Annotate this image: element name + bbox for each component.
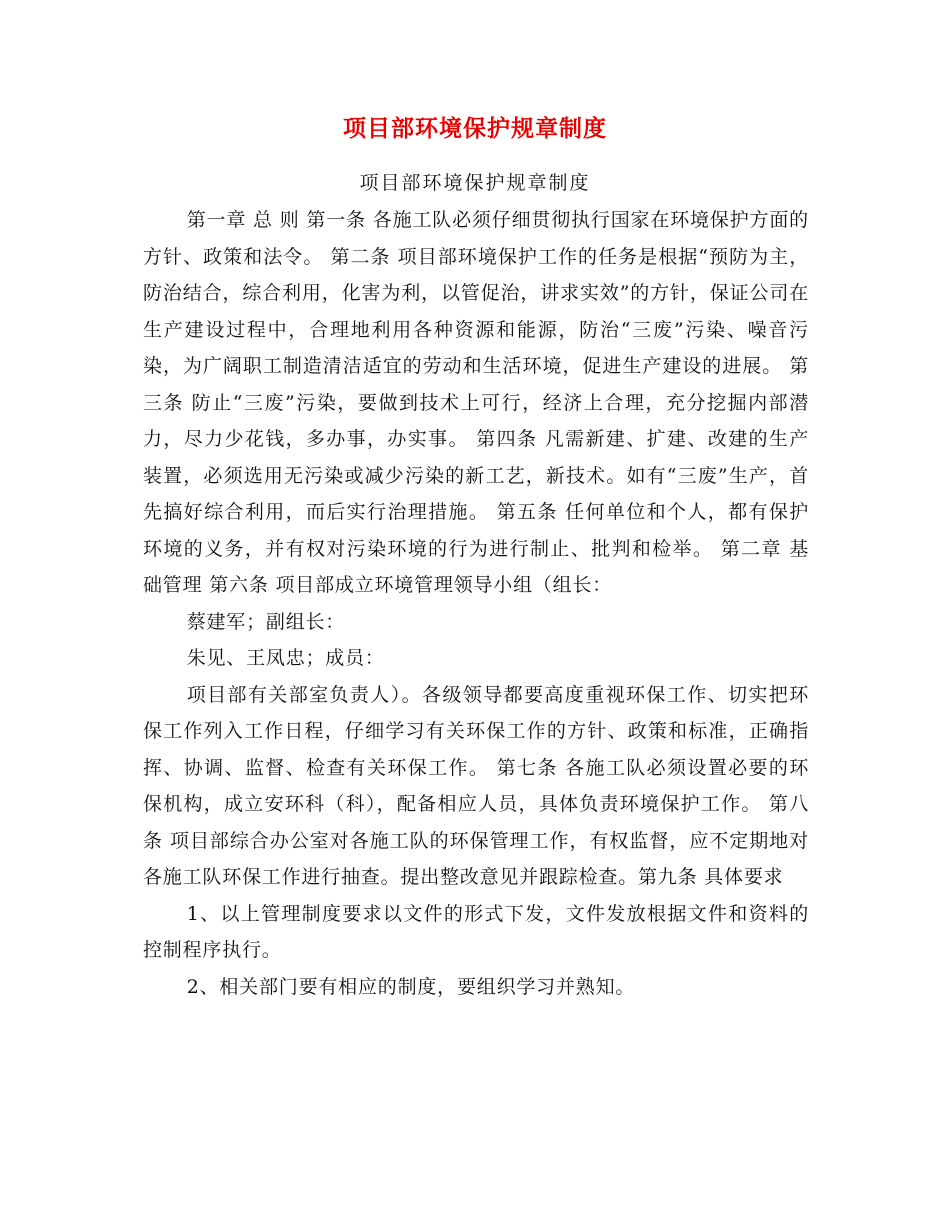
paragraph-deputies: 朱见、王凤忠；成员：	[186, 647, 385, 669]
paragraph-requirement-1: 1、以上管理制度要求以文件的形式下发，文件发放根据文件和资料的控制程序执行。	[143, 902, 809, 961]
paragraph-leader: 蔡建军；副组长：	[186, 610, 346, 633]
document-title: 项目部环境保护规章制度	[343, 116, 607, 142]
document-subtitle: 项目部环境保护规章制度	[359, 172, 591, 194]
paragraph-members: 项目部有关部室负责人）。各级领导都要高度重视环保工作、切实把环保工作列入工作日程，仔细学习有关环保工作的方针、政策和标准，正确指挥、协调、监督、检查有关环保工作。 第七条 各施工队必须设置必要的环保机构，成立安环科（科），配备相应人员，具体负责环境保护工作。 第八条 项目部综合办公室对各施工队的环保管理工作，有权监督，应不定期地对各施工队环保工作进行抽查。提出整改意见并跟踪检查。第九条 具体要求	[143, 683, 809, 888]
paragraph-chapter-one: 第一章 总 则 第一条 各施工队必须仔细贯彻执行国家在环境保护方面的方针、政策和法令。 第二条 项目部环境保护工作的任务是根据“预防为主，防治结合，综合利用，化害为利，以管促治，讲求实效”的方针，保证公司在生产建设过程中，合理地利用各种资源和能源，防治“三废”污染、噪音污染，为广阔职工制造清洁适宜的劳动和生活环境，促进生产建设的进展。 第三条 防止“三废”污染，要做到技术上可行，经济上合理，充分挖掘内部潜力，尽力少花钱，多办事，办实事。 第四条 凡需新建、扩建、改建的生产装置，必须选用无污染或减少污染的新工艺，新技术。如有“三废”生产，首先搞好综合利用，而后实行治理措施。 第五条 任何单位和个人，都有保护环境的义务，并有权对污染环境的行为进行制止、批判和检举。 第二章 基础管理 第六条 项目部成立环境管理领导小组（组长：	[143, 209, 809, 596]
document-body	[143, 202, 809, 1005]
paragraph-requirement-2: 2、相关部门要有相应的制度，要组织学习并熟知。	[186, 975, 636, 998]
